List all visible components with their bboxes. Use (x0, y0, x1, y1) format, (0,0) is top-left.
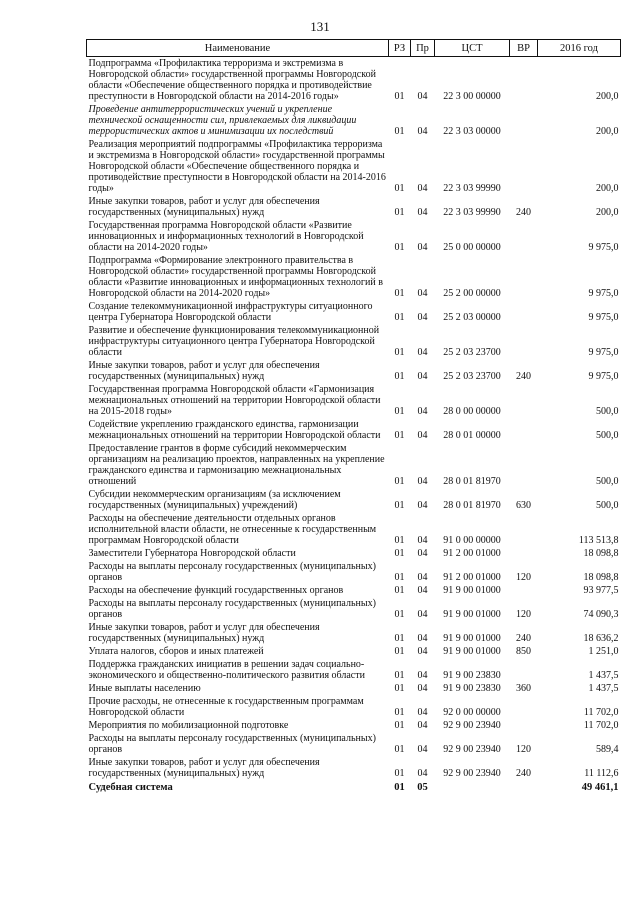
row-rz: 01 (394, 572, 405, 583)
row-name: Мероприятия по мобилизационной подготовке (88, 720, 289, 731)
row-cst: 92 9 00 23940 (443, 744, 501, 755)
header-pr: Пр (411, 40, 435, 57)
row-pr: 04 (417, 312, 428, 323)
row-name: Проведение антитеррористических учений и укрепление технической оснащенности сил, привлекаемых для ликвидации террористических актов и минимизации их последствий (88, 104, 357, 137)
row-name: Подпрограмма «Формирование электронного правительства в Новгородской области» государственной программы Новгородской области «Развитие инновационных и информационных технологий в Новгородской области на 2014-2020 годы» (88, 255, 383, 299)
table-row (87, 719, 621, 732)
row-rz: 01 (394, 288, 405, 299)
row-amount: 200,0 (596, 126, 619, 137)
table-row (87, 682, 621, 695)
row-vr: 240 (516, 633, 531, 644)
page-number: 131 (310, 19, 330, 34)
row-pr: 04 (417, 347, 428, 358)
row-pr: 05 (417, 782, 428, 793)
row-name: Заместители Губернатора Новгородской области (88, 548, 296, 559)
row-vr (510, 324, 538, 359)
row-cst: 25 2 03 00000 (443, 312, 501, 323)
row-rz: 01 (394, 312, 405, 323)
row-vr (510, 57, 538, 104)
row-pr: 04 (417, 670, 428, 681)
row-name: Государственная программа Новгородской области «Гармонизация межнациональных отношений на территории Новгородской области на 2015-2018 годы» (88, 384, 381, 417)
row-amount: 74 090,3 (583, 609, 619, 620)
row-rz: 01 (394, 744, 405, 755)
row-rz: 01 (394, 126, 405, 137)
row-cst: 92 9 00 23940 (443, 768, 501, 779)
row-cst: 92 0 00 00000 (443, 707, 501, 718)
row-vr (510, 442, 538, 488)
table-row (87, 560, 621, 584)
table-row (87, 300, 621, 324)
row-rz: 01 (394, 707, 405, 718)
row-cst: 91 2 00 01000 (443, 548, 501, 559)
row-amount: 200,0 (596, 207, 619, 218)
row-cst: 91 2 00 01000 (443, 572, 501, 583)
table-row-section-total (87, 780, 621, 794)
table-row (87, 103, 621, 138)
row-name: Государственная программа Новгородской области «Развитие инновационных и информационных технологий в Новгородской области на 2014-2020 годы» (88, 220, 364, 253)
row-amount: 93 977,5 (583, 585, 619, 596)
row-amount: 18 098,8 (583, 572, 619, 583)
row-name: Развитие и обеспечение функционирования телекоммуникационной инфраструктуры ситуационного центра Губернатора Новгородской области (88, 325, 380, 358)
row-pr: 04 (417, 633, 428, 644)
table-row (87, 195, 621, 219)
row-vr (510, 300, 538, 324)
row-name: Расходы на обеспечение функций государственных органов (88, 585, 344, 596)
row-vr (510, 719, 538, 732)
row-rz: 01 (394, 406, 405, 417)
row-name: Реализация мероприятий подпрограммы «Профилактика терроризма и экстремизма в Новгородской области» государственной программы Новгородской области «Обеспечение общественного порядка и противодействие преступности в Новгородской области на 2014-2016 годы» (88, 139, 386, 194)
row-cst: 22 3 03 00000 (443, 126, 501, 137)
row-name: Расходы на выплаты персоналу государственных (муниципальных) органов (88, 733, 376, 755)
row-vr: 120 (516, 609, 531, 620)
row-name: Иные закупки товаров, работ и услуг для обеспечения государственных (муниципальных) нужд (88, 196, 320, 218)
header-name: Наименование (87, 40, 389, 57)
row-vr (510, 584, 538, 597)
table-header-row (87, 40, 621, 57)
row-cst: 91 9 00 01000 (443, 646, 501, 657)
row-cst: 25 2 00 00000 (443, 288, 501, 299)
row-rz: 01 (394, 683, 405, 694)
row-pr: 04 (417, 288, 428, 299)
row-name: Предоставление грантов в форме субсидий некоммерческим организациям на реализацию проектов, направленных на укрепление гражданского единства и гармонизацию межнациональных отношений (88, 443, 385, 487)
row-pr: 04 (417, 242, 428, 253)
row-pr: 04 (417, 183, 428, 194)
row-vr: 360 (516, 683, 531, 694)
row-rz: 01 (394, 782, 405, 793)
table-row (87, 138, 621, 195)
row-pr: 04 (417, 768, 428, 779)
row-name: Содействие укреплению гражданского единства, гармонизации межнациональных отношений на территории Новгородской области (88, 419, 381, 441)
row-vr: 120 (516, 572, 531, 583)
row-cst: 28 0 01 81970 (443, 500, 501, 511)
table-row (87, 645, 621, 658)
row-name: Иные закупки товаров, работ и услуг для обеспечения государственных (муниципальных) нужд (88, 757, 320, 779)
table-row (87, 621, 621, 645)
row-rz: 01 (394, 207, 405, 218)
row-rz: 01 (394, 548, 405, 559)
table-row (87, 359, 621, 383)
row-cst (435, 780, 510, 794)
row-amount: 500,0 (596, 500, 619, 511)
budget-table (86, 39, 621, 794)
row-pr: 04 (417, 476, 428, 487)
row-name: Судебная система (88, 782, 173, 793)
table-row (87, 383, 621, 418)
row-amount: 9 975,0 (588, 347, 619, 358)
row-pr: 04 (417, 126, 428, 137)
row-vr: 240 (516, 207, 531, 218)
row-amount: 1 437,5 (588, 670, 619, 681)
table-row (87, 442, 621, 488)
row-amount: 9 975,0 (588, 312, 619, 323)
row-amount: 113 513,8 (578, 535, 619, 546)
row-name: Расходы на выплаты персоналу государственных (муниципальных) органов (88, 561, 376, 583)
row-cst: 92 9 00 23940 (443, 720, 501, 731)
row-vr (510, 547, 538, 560)
row-amount: 500,0 (596, 430, 619, 441)
row-vr: 630 (516, 500, 531, 511)
row-pr: 04 (417, 744, 428, 755)
row-cst: 22 3 03 99990 (443, 207, 501, 218)
row-name: Поддержка гражданских инициатив в решении задач социально-экономического и общественно-политического развития области (88, 659, 365, 681)
row-rz: 01 (394, 768, 405, 779)
table-row (87, 324, 621, 359)
row-pr: 04 (417, 430, 428, 441)
row-name: Подпрограмма «Профилактика терроризма и экстремизма в Новгородской области» государственной программы Новгородской области «Обеспечение общественного порядка и противодействие преступности в Новгородской области на 2014-2016 годы» (88, 58, 376, 102)
row-amount: 49 461,1 (581, 782, 619, 793)
header-rz: РЗ (389, 40, 411, 57)
row-amount: 9 975,0 (588, 242, 619, 253)
table-row (87, 547, 621, 560)
row-vr (510, 658, 538, 682)
row-name: Иные закупки товаров, работ и услуг для обеспечения государственных (муниципальных) нужд (88, 622, 320, 644)
table-row (87, 597, 621, 621)
row-name: Расходы на выплаты персоналу государственных (муниципальных) органов (88, 598, 376, 620)
row-amount: 1 437,5 (588, 683, 619, 694)
row-cst: 91 9 00 01000 (443, 585, 501, 596)
header-cst: ЦСТ (435, 40, 510, 57)
row-rz: 01 (394, 535, 405, 546)
row-pr: 04 (417, 720, 428, 731)
row-rz: 01 (394, 646, 405, 657)
row-pr: 04 (417, 371, 428, 382)
row-pr: 04 (417, 535, 428, 546)
table-row (87, 756, 621, 780)
row-rz: 01 (394, 633, 405, 644)
table-row (87, 584, 621, 597)
table-row (87, 254, 621, 300)
row-amount: 11 702,0 (583, 707, 619, 718)
row-amount: 11 112,6 (584, 768, 619, 779)
row-cst: 28 0 01 81970 (443, 476, 501, 487)
row-cst: 25 2 03 23700 (443, 371, 501, 382)
row-vr: 240 (516, 371, 531, 382)
row-name: Субсидии некоммерческим организациям (за исключением государственных (муниципальных) учреждений) (88, 489, 341, 511)
row-rz: 01 (394, 371, 405, 382)
row-rz: 01 (394, 500, 405, 511)
row-vr (510, 695, 538, 719)
row-pr: 04 (417, 572, 428, 583)
row-amount: 11 702,0 (583, 720, 619, 731)
row-pr: 04 (417, 585, 428, 596)
table-body (87, 57, 621, 795)
table-row (87, 695, 621, 719)
row-cst: 22 3 00 00000 (443, 91, 501, 102)
table-row (87, 732, 621, 756)
row-cst: 25 0 00 00000 (443, 242, 501, 253)
row-cst: 91 9 00 01000 (443, 633, 501, 644)
table-row (87, 57, 621, 104)
row-vr (510, 254, 538, 300)
row-cst: 91 9 00 23830 (443, 670, 501, 681)
row-vr (510, 512, 538, 547)
row-rz: 01 (394, 242, 405, 253)
row-cst: 28 0 00 00000 (443, 406, 501, 417)
row-vr: 240 (516, 768, 531, 779)
row-name: Создание телекоммуникационной инфраструктуры ситуационного центра Губернатора Новгородской области (88, 301, 373, 323)
row-pr: 04 (417, 646, 428, 657)
header-vr: ВР (510, 40, 538, 57)
row-amount: 589,4 (596, 744, 619, 755)
row-amount: 500,0 (596, 406, 619, 417)
row-vr (510, 103, 538, 138)
row-vr (510, 383, 538, 418)
row-pr: 04 (417, 683, 428, 694)
table-row (87, 658, 621, 682)
row-name: Уплата налогов, сборов и иных платежей (88, 646, 264, 657)
row-rz: 01 (394, 585, 405, 596)
row-rz: 01 (394, 609, 405, 620)
header-amount: 2016 год (538, 40, 621, 57)
row-amount: 9 975,0 (588, 288, 619, 299)
row-cst: 28 0 01 00000 (443, 430, 501, 441)
row-amount: 1 251,0 (588, 646, 619, 657)
row-rz: 01 (394, 183, 405, 194)
row-amount: 500,0 (596, 476, 619, 487)
row-amount: 18 098,8 (583, 548, 619, 559)
row-cst: 22 3 03 99990 (443, 183, 501, 194)
row-cst: 25 2 03 23700 (443, 347, 501, 358)
row-amount: 200,0 (596, 91, 619, 102)
row-name: Иные закупки товаров, работ и услуг для обеспечения государственных (муниципальных) нужд (88, 360, 320, 382)
row-rz: 01 (394, 720, 405, 731)
row-name: Иные выплаты населению (88, 683, 201, 694)
table-row (87, 219, 621, 254)
row-cst: 91 9 00 01000 (443, 609, 501, 620)
row-rz: 01 (394, 670, 405, 681)
row-vr (510, 219, 538, 254)
row-pr: 04 (417, 406, 428, 417)
row-vr (510, 780, 538, 794)
row-amount: 9 975,0 (588, 371, 619, 382)
row-pr: 04 (417, 609, 428, 620)
row-pr: 04 (417, 207, 428, 218)
row-vr (510, 138, 538, 195)
row-rz: 01 (394, 91, 405, 102)
row-pr: 04 (417, 707, 428, 718)
row-rz: 01 (394, 430, 405, 441)
row-name: Прочие расходы, не отнесенные к государственным программам Новгородской области (88, 696, 364, 718)
table-row (87, 488, 621, 512)
table-row (87, 512, 621, 547)
row-amount: 200,0 (596, 183, 619, 194)
row-name: Расходы на обеспечение деятельности отдельных органов исполнительной власти области, не отнесенные к государственным программам Новгородской области (88, 513, 377, 546)
row-cst: 91 9 00 23830 (443, 683, 501, 694)
row-vr: 850 (516, 646, 531, 657)
row-pr: 04 (417, 548, 428, 559)
table-row (87, 418, 621, 442)
row-pr: 04 (417, 91, 428, 102)
row-cst: 91 0 00 00000 (443, 535, 501, 546)
row-vr (510, 418, 538, 442)
row-rz: 01 (394, 347, 405, 358)
row-amount: 18 636,2 (583, 633, 619, 644)
row-vr: 120 (516, 744, 531, 755)
row-rz: 01 (394, 476, 405, 487)
row-pr: 04 (417, 500, 428, 511)
